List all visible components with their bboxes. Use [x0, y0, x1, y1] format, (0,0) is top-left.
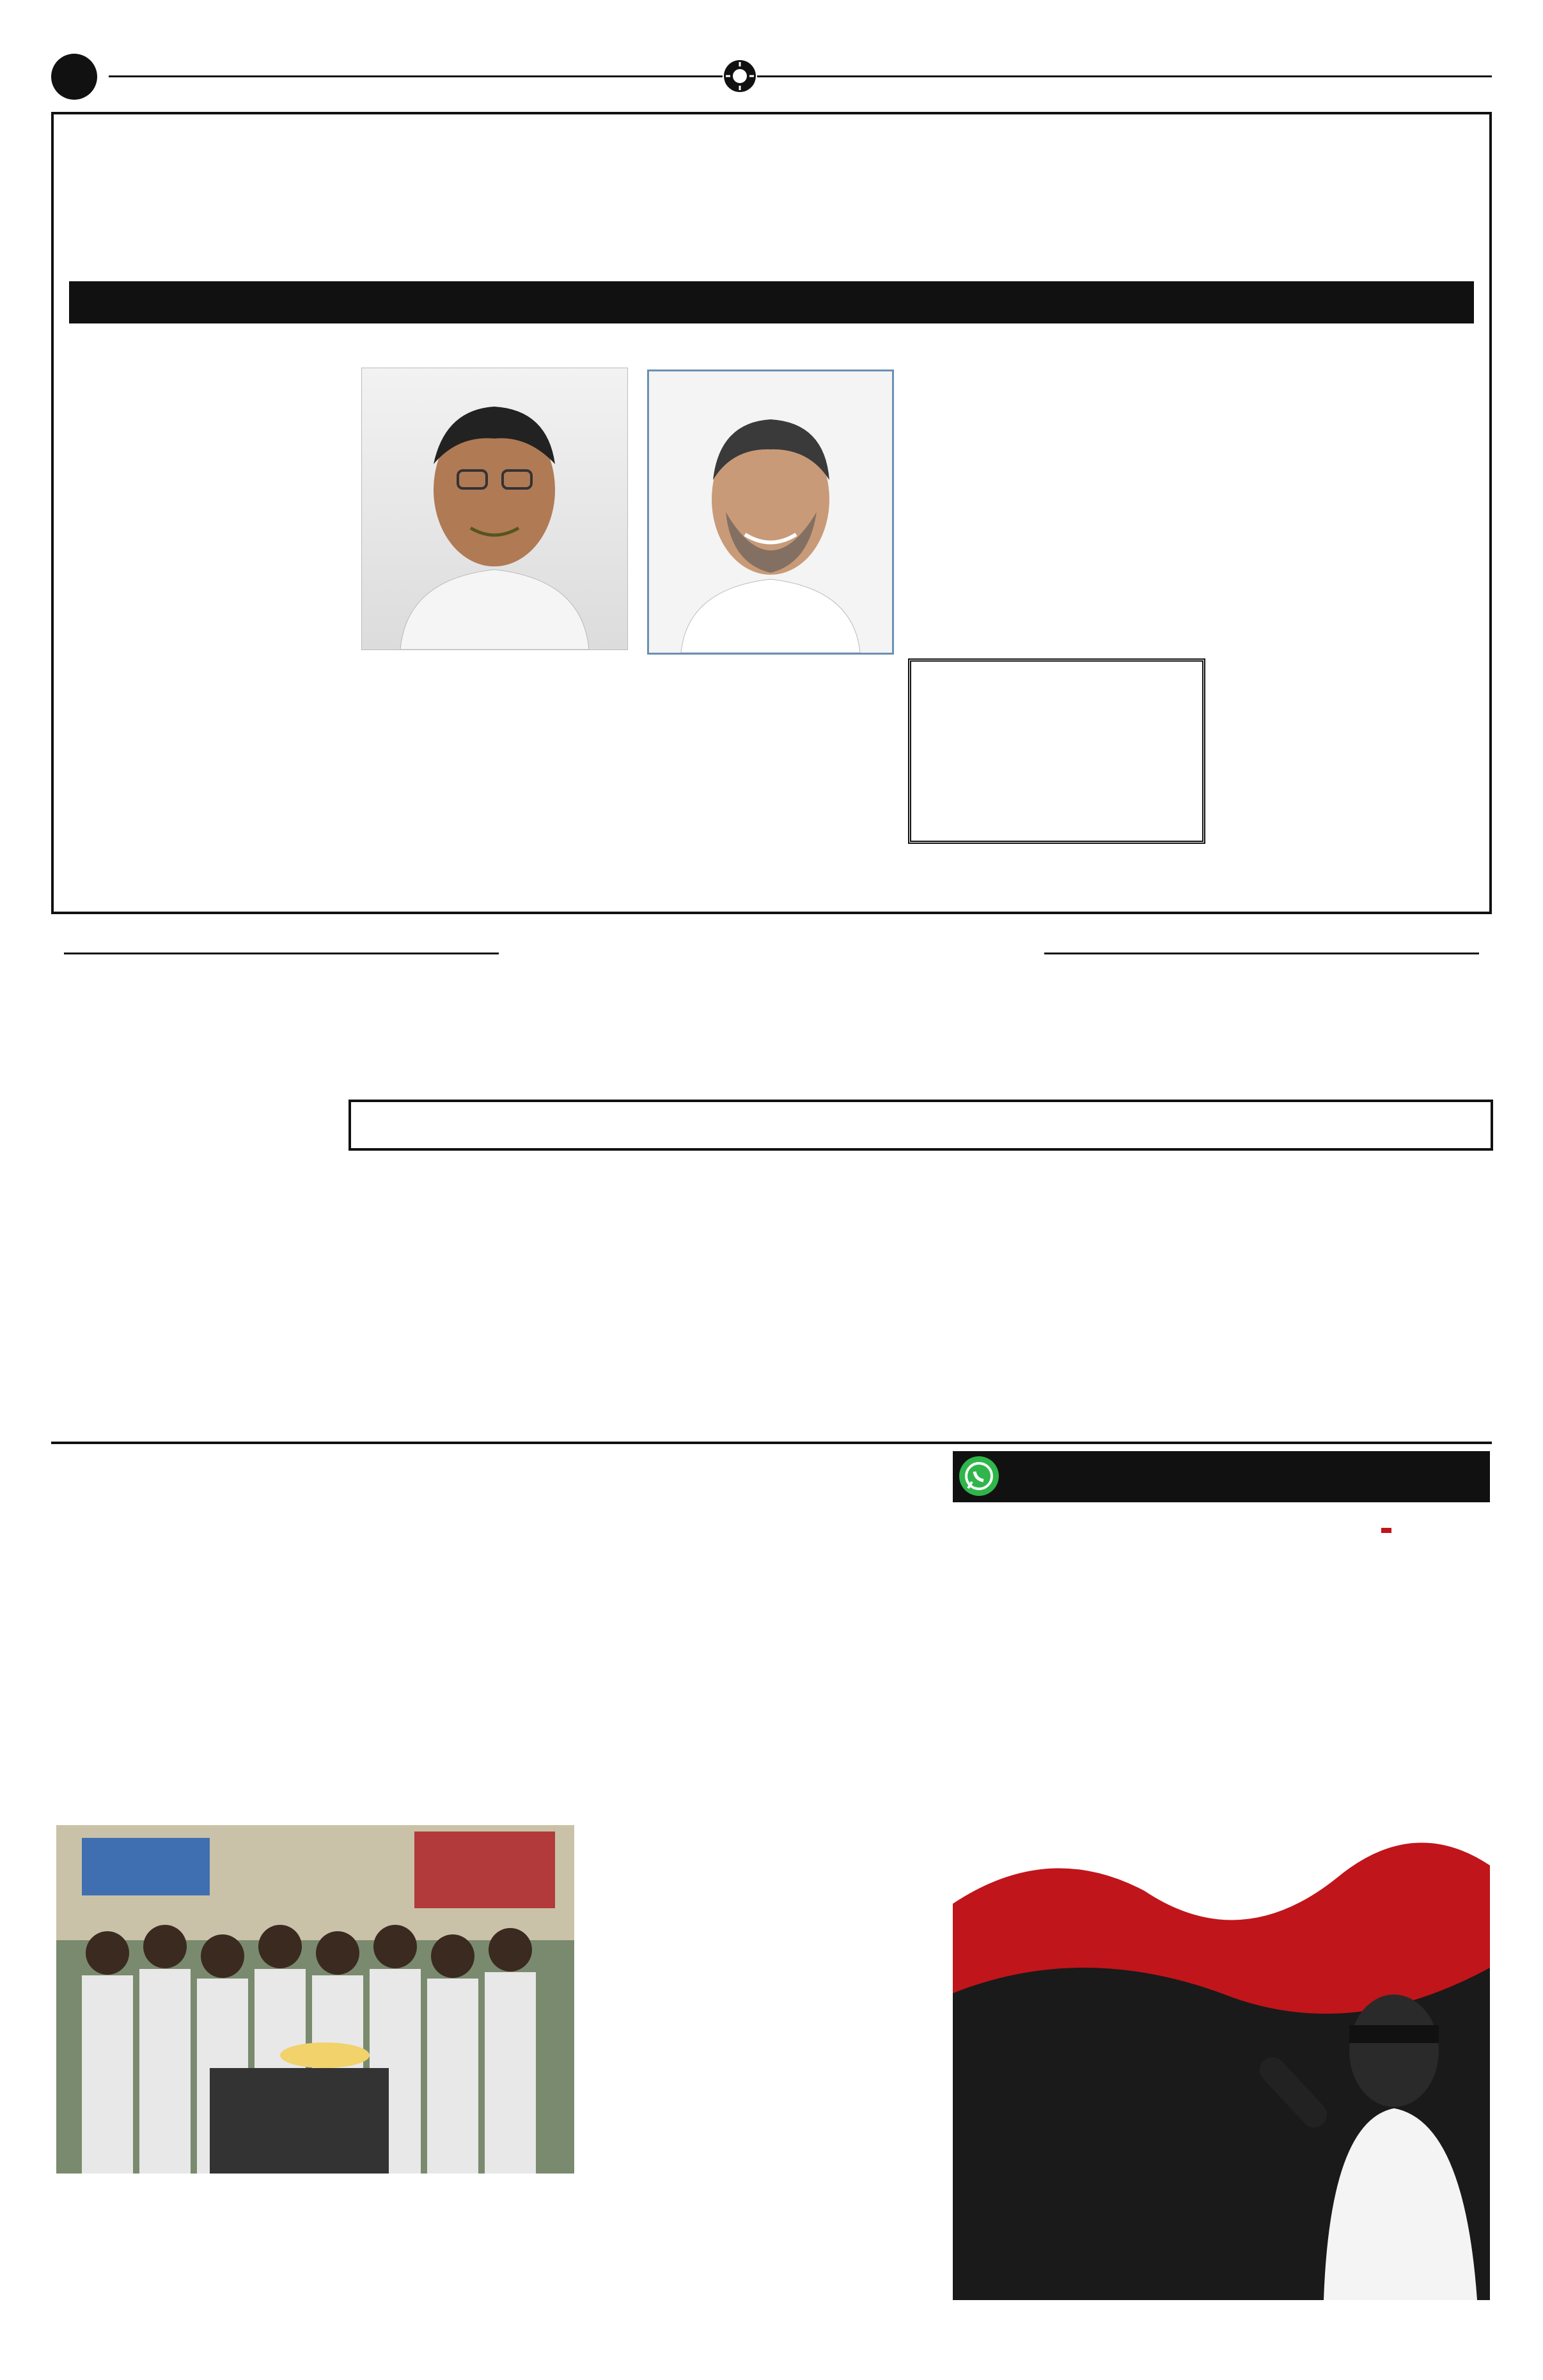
story3-col4 — [583, 1595, 756, 2305]
story3-col1 — [56, 1595, 219, 1819]
story2-col2 — [349, 1160, 614, 1429]
story1-col5 — [1209, 364, 1480, 901]
whatsapp-icon[interactable] — [959, 1456, 999, 1496]
story2-kicker-rule-left — [64, 953, 499, 954]
story1-kicker — [64, 118, 1479, 166]
story2-headline — [51, 984, 1492, 1080]
page-number — [51, 54, 97, 100]
story1-subhead — [69, 281, 1474, 323]
pull-quote — [920, 669, 1193, 836]
story1-headline — [64, 171, 1479, 267]
story2-kicker-rule-right — [1044, 953, 1479, 954]
stalin-photo — [361, 368, 628, 650]
story1-col1-p4 — [64, 828, 352, 901]
story2-subhead — [351, 1102, 1491, 1148]
story2-kicker — [512, 927, 1031, 978]
whatsapp-banner-text — [1007, 1451, 1480, 1502]
story3-subhead — [58, 1559, 946, 1594]
dmk-poster — [953, 1507, 1490, 2300]
sun-emblem-icon — [723, 59, 757, 93]
story2-col4 — [905, 1160, 1173, 1429]
brand-name — [1381, 1528, 1391, 1533]
masthead-rule — [109, 75, 1492, 77]
story3-headline — [58, 1486, 946, 1557]
story3-kicker — [58, 1446, 946, 1484]
story2-bottom-rule — [51, 1442, 1492, 1444]
story1-col1-p2 — [64, 550, 352, 748]
pull-quote-box — [908, 658, 1205, 844]
story1-col3 — [628, 655, 897, 901]
story2-col1 — [58, 1090, 333, 1429]
celebration-photo-caption — [56, 2177, 574, 2356]
story1-col2 — [361, 655, 627, 901]
story1-col1-lead — [64, 368, 352, 547]
masthead — [51, 51, 1492, 102]
story2-col3 — [627, 1160, 892, 1429]
whatsapp-banner — [953, 1451, 1490, 1502]
rahul-photo — [647, 369, 894, 655]
story2-subhead-box — [349, 1100, 1493, 1151]
story3-col5 — [764, 1595, 943, 2132]
story1-col4 — [911, 364, 1199, 657]
story1-col4-tail — [911, 853, 1199, 901]
story3-col2 — [229, 1595, 396, 1819]
celebration-photo — [56, 1825, 574, 2174]
story2-col5 — [1186, 1160, 1487, 1429]
story3-col3 — [406, 1595, 574, 1819]
story1-col1-p3 — [64, 751, 352, 825]
